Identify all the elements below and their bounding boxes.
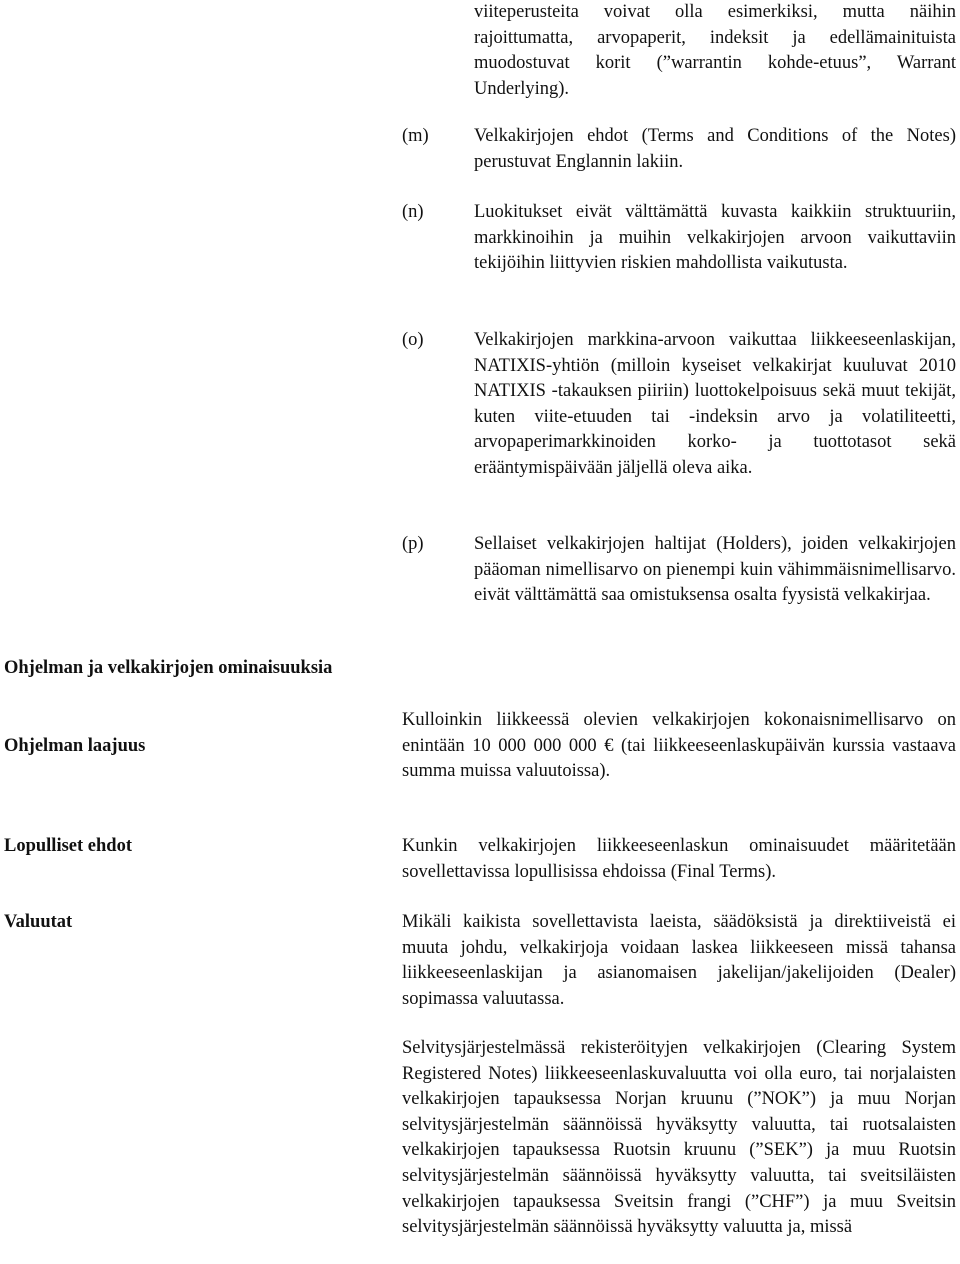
item-letter-p: (p) xyxy=(402,534,424,554)
desc-currencies-continued: Selvitysjärjestelmässä rekisteröityjen velkakirjojen (Clearing System Registered Notes) liikkeeseenlaskuvaluutta voi olla euro, tai norjalaisten velkakirjojen tapauksessa Norjan kruunu (”NOK”) ja muu Norjan selvitysjärjestelmän säännöissä hyväksytty valuutta, tai ruotsalaisten velkakirjojen tapauksessa Ruotsin kruunu (”SEK”) ja muu Ruotsin selvitysjärjestelmän säännöissä hyväksytty valuutta, tai sveitsiläisten velkakirjojen tapauksessa Sveitsin frangi (”CHF”) ja muu Sveitsin selvitysjärjestelmän säännöissä hyväksytty valuutta ja, missä xyxy=(402,1038,956,1238)
item-letter-m: (m) xyxy=(402,126,429,146)
item-letter-n: (n) xyxy=(402,202,424,222)
label-currencies: Valuutat xyxy=(4,912,73,932)
item-text-m: Velkakirjojen ehdot (Terms and Conditions of the Notes) perustuvat Englannin lakiin. xyxy=(474,126,956,172)
label-final-terms: Lopulliset ehdot xyxy=(4,836,132,856)
desc-currencies: Mikäli kaikista sovellettavista laeista, säädöksistä ja direktiiveistä ei muuta johdu, velkakirjoja voidaan laskea liikkeeseen missä tahansa liikkeeseenlaskijan ja asianomaisen jakelijan/jakelijoiden (Dealer) sopimassa valuutassa. xyxy=(402,912,956,1009)
desc-final-terms: Kunkin velkakirjojen liikkeeseenlaskun ominaisuudet määritetään sovellettavissa lopullisissa ehdoissa (Final Terms). xyxy=(402,836,956,882)
item-text-p: Sellaiset velkakirjojen haltijat (Holders), joiden velkakirjojen pääoman nimellisarvo on pienempi kuin vähimmäisnimellisarvo. eivät välttämättä saa omistuksensa osalta fyysistä velkakirjaa. xyxy=(474,534,956,606)
label-program-size: Ohjelman laajuus xyxy=(4,736,146,756)
item-text-o: Velkakirjojen markkina-arvoon vaikuttaa liikkeeseenlaskijan, NATIXIS-yhtiön (milloin kyseiset velkakirjat kuuluvat 2010 NATIXIS -takauksen piiriin) luottokelpoisuus sekä muut tekijät, kuten viite-etuuden tai -indeksin arvo ja volatiliteetti, arvopaperimarkkinoiden korko- ja tuottotasot sekä erääntymispäivään jäljellä oleva aika. xyxy=(474,330,956,478)
item-letter-o: (o) xyxy=(402,330,424,350)
desc-program-size: Kulloinkin liikkeessä olevien velkakirjojen kokonaisnimellisarvo on enintään 10 000 000 000 € (tai liikkeeseenlaskupäivän kurssia vastaava summa muissa valuutoissa). xyxy=(402,710,956,782)
item-text-n: Luokitukset eivät välttämättä kuvasta kaikkiin struktuuriin, markkinoihin ja muihin velkakirjojen arvoon vaikuttaviin tekijöihin liittyvien riskien mahdollista vaikutusta. xyxy=(474,202,956,274)
intro-paragraph: viiteperusteita voivat olla esimerkiksi, mutta näihin rajoittumatta, arvopaperit, indeksit ja edellämainituista muodostuvat korit (”warrantin kohde-etuus”, Warrant Underlying). xyxy=(474,2,956,99)
section-heading: Ohjelman ja velkakirjojen ominaisuuksia xyxy=(4,658,333,678)
